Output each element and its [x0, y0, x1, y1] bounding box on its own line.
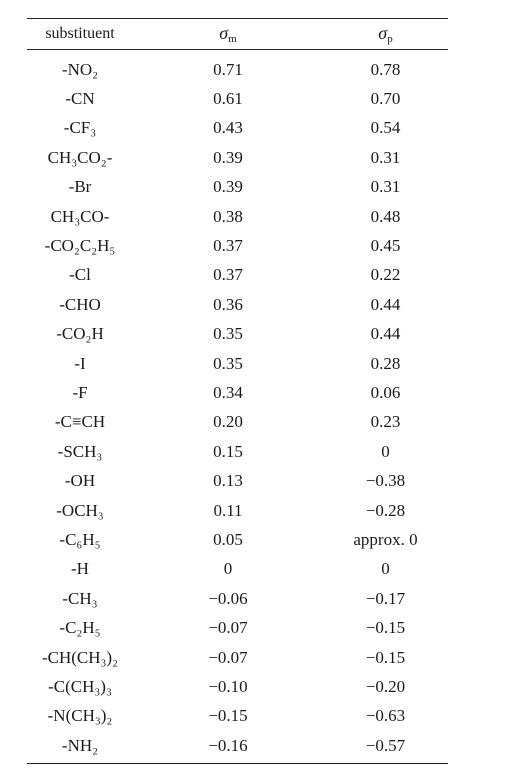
substituent-cell: -CF₃ [63, 118, 97, 138]
sigma-para-cell: 0.31 [370, 147, 401, 167]
table-row [27, 261, 448, 290]
table-row [27, 643, 448, 672]
sigma-meta-cell: 0.15 [213, 441, 243, 461]
sigma-para-cell: approx. 0 [353, 529, 418, 549]
sigma-para-cell: 0.44 [370, 324, 401, 344]
sigma-para-cell: 0 [381, 559, 390, 579]
substituent-cell: -CH(CH₃)₂ [41, 647, 119, 667]
bottom-rule [27, 763, 448, 764]
sigma-meta-cell: 0.71 [213, 59, 243, 79]
table-row [27, 555, 448, 584]
sigma-para-cell: −0.63 [365, 706, 406, 726]
substituent-cell: CH₃CO₂- [47, 147, 113, 167]
sigma-meta-cell: −0.06 [208, 588, 248, 608]
table-row [27, 672, 448, 701]
sigma-para-cell: 0.70 [370, 89, 401, 109]
sigma-meta-cell: 0.35 [213, 353, 243, 373]
sigma-meta-cell: 0.39 [213, 147, 243, 167]
substituent-cell: -F [72, 382, 88, 402]
sigma-para-cell: −0.57 [365, 735, 406, 755]
substituent-cell: -C₆H₅ [59, 529, 101, 549]
sigma-meta-cell: 0.39 [213, 177, 243, 197]
sigma-meta-cell: 0.61 [213, 89, 243, 109]
table-row [27, 55, 448, 84]
table-row [27, 408, 448, 437]
substituent-cell: -SCH₃ [57, 441, 103, 461]
table-row [27, 525, 448, 554]
table-row [27, 202, 448, 231]
sigma-para-cell: −0.28 [365, 500, 406, 520]
sigma-para-cell: 0.78 [370, 59, 401, 79]
sigma-meta-cell: 0.13 [213, 471, 243, 491]
sigma-meta-cell: 0.05 [213, 529, 243, 549]
sigma-meta-cell: 0.37 [213, 265, 243, 285]
table-body [27, 50, 448, 763]
table-row [27, 466, 448, 495]
table-row [27, 114, 448, 143]
substituent-cell: -OCH₃ [56, 500, 104, 520]
sigma-para-cell: 0.45 [370, 236, 401, 256]
sigma-para-cell: 0.28 [370, 353, 401, 373]
sigma-meta-cell: −0.07 [208, 618, 248, 638]
substituent-cell: -CN [65, 89, 95, 109]
substituent-cell: CH₃CO- [50, 206, 110, 226]
sigma-para-cell: −0.15 [365, 647, 406, 667]
table-row [27, 349, 448, 378]
sigma-para-cell: 0.54 [370, 118, 401, 138]
sigma-meta-cell: 0.43 [213, 118, 243, 138]
sigma-meta-cell: 0.20 [213, 412, 243, 432]
sigma-meta-cell: 0.11 [213, 500, 243, 520]
table-row [27, 231, 448, 260]
substituent-cell: -CHO [59, 294, 101, 314]
substituent-cell: -H [71, 559, 89, 579]
sigma-meta-cell: −0.07 [208, 647, 248, 667]
sigma-meta-cell: 0.38 [213, 206, 243, 226]
sigma-symbol: σ [219, 23, 229, 43]
sigma-meta-cell: 0.35 [213, 324, 243, 344]
substituent-constants-table [27, 18, 448, 764]
table-row [27, 143, 448, 172]
sigma-para-cell: 0.31 [370, 177, 401, 197]
sigma-para-cell: 0 [381, 441, 390, 461]
header-sigma-meta [133, 23, 323, 45]
substituent-cell: -CO₂H [56, 324, 104, 344]
sigma-symbol: σ [378, 23, 388, 43]
table-row [27, 378, 448, 407]
sigma-meta-cell: 0.36 [213, 294, 243, 314]
table-row [27, 613, 448, 642]
substituent-cell: -NO₂ [61, 59, 99, 79]
meta-subscript: m [228, 33, 237, 45]
substituent-cell: -CO₂C₂H₅ [44, 236, 116, 256]
para-subscript: p [387, 33, 393, 45]
sigma-para-cell: 0.06 [370, 382, 401, 402]
substituent-cell: -CH₃ [62, 588, 98, 608]
substituent-cell: -C₂H₅ [59, 618, 101, 638]
substituent-cell: -N(CH₃)₂ [47, 706, 113, 726]
table-row [27, 584, 448, 613]
substituent-cell: -I [74, 353, 86, 373]
sigma-meta-cell: 0 [223, 559, 233, 579]
table-row [27, 290, 448, 319]
sigma-para-cell: 0.48 [370, 206, 401, 226]
sigma-meta-cell: −0.16 [208, 735, 248, 755]
substituent-cell: -Cl [69, 265, 91, 285]
header-row [27, 19, 448, 49]
header-substituent: substituent [45, 25, 115, 42]
sigma-meta-cell: −0.10 [208, 676, 248, 696]
substituent-cell: -C(CH₃)₃ [48, 676, 112, 696]
sigma-para-cell: −0.38 [365, 471, 406, 491]
table-row [27, 702, 448, 731]
substituent-cell: -OH [64, 471, 96, 491]
table-row [27, 320, 448, 349]
sigma-para-cell: −0.15 [365, 618, 406, 638]
sigma-para-cell: 0.23 [370, 412, 401, 432]
substituent-cell: -Br [68, 177, 92, 197]
sigma-meta-cell: −0.15 [208, 706, 248, 726]
sigma-para-cell: 0.44 [370, 294, 401, 314]
substituent-cell: -NH₂ [61, 735, 99, 755]
table-row [27, 84, 448, 113]
substituent-cell: -C≡CH [54, 412, 106, 432]
sigma-meta-cell: 0.34 [213, 382, 243, 402]
sigma-para-cell: −0.20 [365, 676, 406, 696]
table-row [27, 731, 448, 760]
sigma-para-cell: 0.22 [370, 265, 401, 285]
header-sigma-para [323, 23, 448, 45]
table-row [27, 173, 448, 202]
sigma-meta-cell: 0.37 [213, 236, 243, 256]
sigma-para-cell: −0.17 [365, 588, 406, 608]
table-row [27, 437, 448, 466]
table-row [27, 496, 448, 525]
